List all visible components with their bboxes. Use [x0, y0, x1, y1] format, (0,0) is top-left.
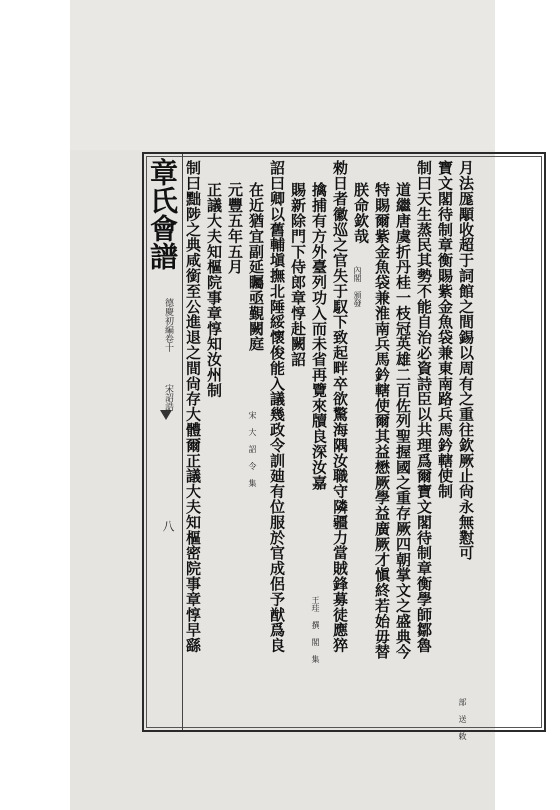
book-page	[70, 0, 495, 810]
annotation-note: 宋 大 詔 令 集	[248, 410, 257, 487]
text-column: 特賜爾紫金魚袋兼淮南兵馬鈐轄使爾其益懋厥學益廣厥才愼終若始毋替	[373, 182, 391, 660]
annotation-note: 內閣 頒發	[353, 266, 362, 308]
text-column: 制曰天生蒸民其勢不能自治必資詩臣以共理爲爾寶文閣待制章衡學師鄒魯	[415, 160, 433, 653]
text-column: 勑日者徽巡之官失于馭下致起畔卒欲驚海隅汝職守隣疆力當賊鋒募徒應猝	[331, 160, 349, 653]
text-column: 擒捕有方外臺列功入而未省再覽來牘良深汝嘉	[310, 182, 328, 490]
annotation-note: 王珪 撰 閣 集	[311, 596, 320, 663]
text-column: 制曰黜陟之典咸銜至公進退之間尙存大體爾正議大夫知樞密院事章惇早繇	[184, 160, 202, 653]
text-column: 在近猶宜副延矚亟覲闕庭	[247, 182, 265, 352]
book-title: 章氏會譜	[146, 158, 179, 270]
text-column: 朕命欽哉	[352, 182, 370, 244]
text-column: 道繼唐虞折丹桂一枝冠英雄二百佐列聖握國之重存厥四朝掌文之盛典今	[394, 182, 412, 660]
section-label: 宋詔誥	[163, 384, 173, 411]
page-number: 八	[161, 520, 175, 532]
fishtail-mark-icon	[160, 410, 172, 420]
text-column: 寶文閣待制章衡賜紫金魚袋兼東南路兵馬鈐轄使制	[436, 160, 454, 499]
text-column: 元豐五年五月	[226, 182, 244, 275]
annotation-note: 部 送 敕	[458, 697, 467, 740]
volume-label: 德慶初編卷十	[163, 298, 173, 352]
text-column: 賜新除門下侍郎章惇赴闕詔	[289, 182, 307, 367]
text-column: 詔曰卿以舊輔塡撫北陲綏懷俊能入議幾政令訓廸有位服於官成侶予猷爲良	[268, 160, 286, 653]
upper-blank-margin	[70, 0, 495, 150]
text-column: 月法厖顒收超于詞館之間錫以周有之重往欽厥止尙永無懟可	[457, 160, 475, 561]
text-column: 正議大夫知樞院事章惇知汝州制	[205, 182, 223, 398]
